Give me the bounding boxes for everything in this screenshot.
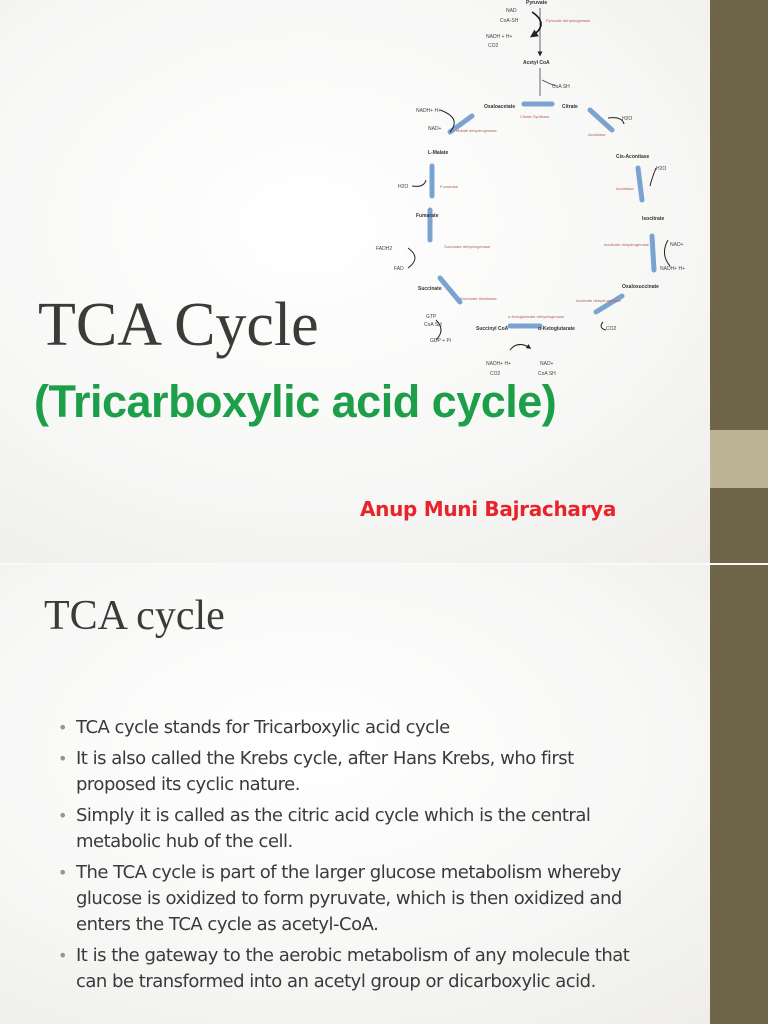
diagram-pyruvate: Pyruvate	[526, 0, 548, 6]
list-item: • The TCA cycle is part of the larger glucose metabolism whereby glucose is oxidized to form pyruvate, which is then oxidized and enters the TCA cycle as acetyl-CoA.	[58, 862, 622, 935]
diagram-fumarase: Fumarase	[440, 184, 459, 189]
bullet-icon: •	[58, 718, 67, 737]
diagram-coash-succinyl: CoA SH	[424, 322, 442, 328]
slide-subtitle: (Tricarboxylic acid cycle)	[34, 376, 557, 427]
diagram-pyruvate-dh: Pyruvate dehydrogenase	[546, 18, 591, 23]
tca-cycle-diagram	[360, 0, 710, 380]
slide-sidebar-decoration	[710, 565, 768, 1024]
diagram-co2-top: CO2	[488, 43, 499, 49]
diagram-ketoglutarate-dh: α-Ketoglutarate dehydrogenase	[508, 314, 565, 319]
slide-sidebar-decoration	[710, 0, 768, 565]
diagram-co2-akg: CO2	[490, 371, 501, 377]
diagram-l-malate: L-Malate	[428, 150, 449, 156]
diagram-coash-citrate: CoA SH	[552, 84, 570, 90]
diagram-fad: FAD	[394, 266, 404, 272]
diagram-aconitase-1: Aconitase	[588, 132, 606, 137]
diagram-succinate: Succinate	[418, 286, 442, 292]
diagram-isocitrate-dh-1: Isocitrate dehydrogenase	[604, 242, 649, 247]
diagram-ketoglutarate: α-Ketoglutarate	[538, 326, 575, 332]
diagram-fumarate: Fumarate	[416, 213, 439, 219]
diagram-nadh-isocitrate: NADH+ H+	[660, 266, 686, 272]
bullet-icon: •	[58, 946, 67, 965]
diagram-nadh-top: NADH + H+	[486, 34, 513, 40]
diagram-fadh2: FADH2	[376, 246, 393, 252]
diagram-h2o-citrate: H2O	[622, 116, 633, 122]
bullet-icon: •	[58, 863, 67, 882]
diagram-succinyl-coa: Succinyl CoA	[476, 326, 509, 332]
diagram-nad-top: NAD	[506, 8, 517, 14]
diagram-nadh-malate: NADH+ H+	[416, 108, 442, 114]
diagram-h2o-fumarase: H2O	[398, 184, 409, 190]
list-item: • It is the gateway to the aerobic metabolism of any molecule that can be transformed into an acetyl group or dicarboxylic acid.	[58, 945, 630, 992]
diagram-cis-aconitate: Cis-Aconitase	[616, 154, 650, 160]
diagram-acetyl-coa: Acetyl CoA	[523, 60, 550, 66]
bullet-icon: •	[58, 749, 67, 768]
diagram-oxalosuccinate: Oxalosuccinate	[622, 284, 659, 290]
diagram-nadh-akg: NADH+ H+	[486, 361, 512, 367]
diagram-gdp: GDP + Pi	[430, 338, 451, 344]
diagram-co2-oxalosuccinate: CO2	[606, 326, 617, 332]
diagram-succinate-thiokinase: Succinate thiokinase	[460, 296, 497, 301]
diagram-isocitrate-dh-2: Isocitrate dehydrogenase	[576, 298, 621, 303]
bullet-icon: •	[58, 806, 67, 825]
diagram-oxaloacetate: Oxaloacetate	[484, 104, 516, 110]
diagram-nad-malate: NAD+	[428, 126, 442, 132]
bullet-list	[54, 715, 654, 1000]
diagram-citrate: Citrate	[562, 104, 578, 110]
diagram-succinate-dh: Succinate dehydrogenase	[444, 244, 491, 249]
list-item: • It is also called the Krebs cycle, after Hans Krebs, who first proposed its cyclic nature.	[58, 748, 574, 795]
diagram-nad-isocitrate: NAD+	[670, 242, 684, 248]
diagram-nad-akg: NAD+	[540, 361, 554, 367]
diagram-malate-dh: Malate dehydrogenase	[456, 128, 497, 133]
list-item: • Simply it is called as the citric acid cycle which is the central metabolic hub of the cell.	[58, 805, 591, 852]
content-slide-heading: TCA cycle	[44, 593, 225, 639]
author-name: Anup Muni Bajracharya	[360, 497, 617, 521]
diagram-isocitrate: Isocitrate	[642, 216, 665, 222]
sidebar-accent-band	[710, 430, 768, 488]
diagram-gtp: GTP	[426, 314, 437, 320]
diagram-h2o-aconitase: H2O	[656, 166, 667, 172]
diagram-aconitase-2: Aconitase	[616, 186, 634, 191]
slide-title-heading: TCA Cycle	[38, 291, 319, 359]
diagram-coash-top: CoA-SH	[500, 18, 519, 24]
list-item: • TCA cycle stands for Tricarboxylic acid cycle	[54, 715, 654, 741]
diagram-citrate-synthase: Citrate Synthase	[520, 114, 550, 119]
diagram-coash-akg: CoA SH	[538, 371, 556, 377]
